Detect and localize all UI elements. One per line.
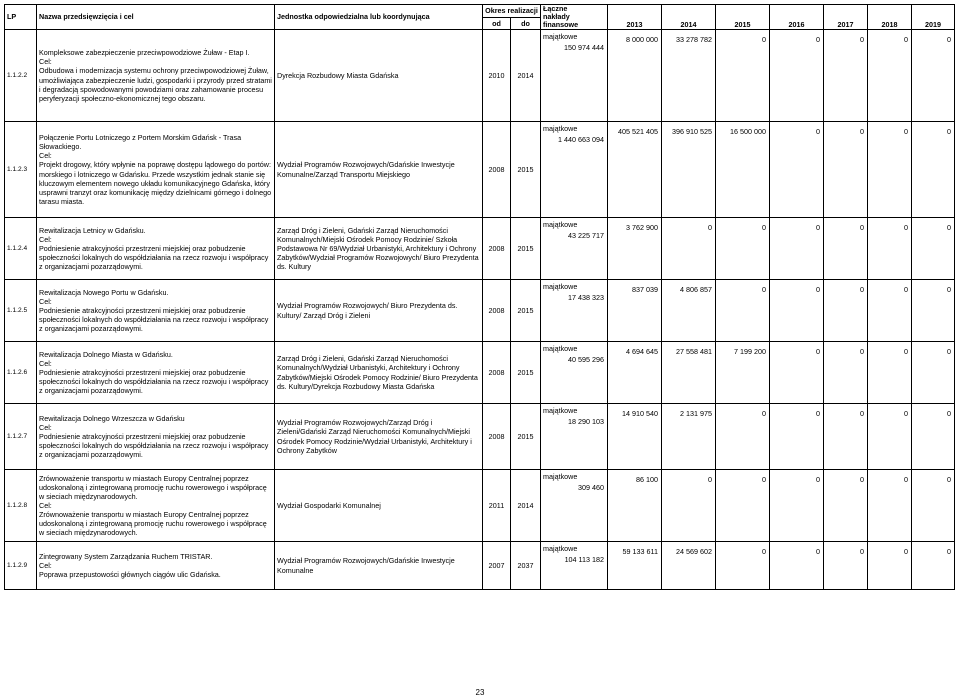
row-name — [37, 470, 275, 542]
row-goal-label: Cel: — [39, 422, 52, 432]
row-goal-text: Podniesienie atrakcyjności przestrzeni miejskiej oraz pobudzenie społeczności lokalnych do współdziałania na rzecz rozwoju i współpracy z organizacjami pozarządowymi. — [39, 367, 269, 396]
row-to: 2014 — [511, 470, 541, 542]
row-year-2019: 0 — [912, 280, 955, 342]
investment-table — [4, 4, 955, 590]
row-to: 2015 — [511, 218, 541, 280]
row-lp: 1.1.2.2 — [5, 30, 37, 122]
row-total: 1 440 663 094 — [558, 135, 604, 145]
row-year-2015: 0 — [716, 30, 770, 122]
row-fin-label: majątkowe — [543, 406, 578, 415]
row-lp: 1.1.2.4 — [5, 218, 37, 280]
row-lp: 1.1.2.3 — [5, 122, 37, 218]
row-title: Rewitalizacja Letnicy w Gdańsku. — [39, 225, 146, 235]
header-period: Okres realizacji — [483, 5, 541, 18]
row-unit: Dyrekcja Rozbudowy Miasta Gdańska — [275, 30, 483, 122]
row-to: 2015 — [511, 122, 541, 218]
header-lp: LP — [5, 5, 37, 30]
row-goal-label: Cel: — [39, 151, 52, 161]
row-from: 2008 — [483, 122, 511, 218]
row-goal-text: Zrównoważenie transportu w miastach Europy Centralnej poprzez udoskonaloną i zintegrowaną promocję ruchu rowerowego i współpracę w sieciach międzynarodowych. — [39, 510, 267, 538]
row-goal-label: Cel: — [39, 57, 52, 67]
row-unit: Wydział Programów Rozwojowych/ Biuro Prezydenta ds. Kultury/ Zarząd Dróg i Zieleni — [275, 280, 483, 342]
row-name — [37, 280, 275, 342]
row-year-2017: 0 — [824, 280, 868, 342]
header-year-2013: 2013 — [608, 5, 662, 30]
row-lp: 1.1.2.8 — [5, 470, 37, 542]
row-total: 18 290 103 — [568, 417, 604, 427]
row-goal-text: Odbudowa i modernizacja systemu ochrony przeciwpowodziowej Żuław, umożliwiająca zabezpieczenie ludzi, gospodarki i przyrody przed stratami i degradacją spowodowanymi powodziami oraz zahamowanie procesu peryferyzacji społeczno-ekonomicznej tego obszaru. — [39, 66, 272, 103]
row-to: 2037 — [511, 542, 541, 590]
row-year-2016: 0 — [770, 122, 824, 218]
row-goal-label: Cel: — [39, 296, 52, 306]
row-goal-text: Poprawa przepustowości głównych ciągów ulic Gdańska. — [39, 570, 221, 580]
row-year-2019: 0 — [912, 122, 955, 218]
row-title: Rewitalizacja Nowego Portu w Gdańsku. — [39, 287, 169, 297]
row-goal-text: Projekt drogowy, który wpłynie na poprawę dostępu lądowego do portów: morskiego i lotniczego w Gdańsku. Przede wszystkim jednak stanie się kluczowym elementem nowego układu komunikacyjnego Gdańska, który usprawni tranzyt oraz komunikację między dzielnicami górnego i dolnego tarasu miasta. — [39, 160, 272, 206]
row-year-2018: 0 — [868, 470, 912, 542]
table-row — [5, 542, 955, 590]
row-year-2019: 0 — [912, 542, 955, 590]
row-year-2014: 4 806 857 — [662, 280, 716, 342]
row-total: 150 974 444 — [564, 43, 604, 53]
table-row — [5, 404, 955, 470]
row-year-2015: 16 500 000 — [716, 122, 770, 218]
row-year-2019: 0 — [912, 342, 955, 404]
row-fin-label: majątkowe — [543, 282, 578, 291]
row-title: Zrównoważenie transportu w miastach Europy Centralnej poprzez udoskonaloną i zintegrowaną promocję ruchu rowerowego i współpracę w sieciach międzynarodowych. — [39, 473, 267, 501]
header-year-2016: 2016 — [770, 5, 824, 30]
row-from: 2011 — [483, 470, 511, 542]
row-year-2019: 0 — [912, 218, 955, 280]
row-year-2019: 0 — [912, 470, 955, 542]
row-from: 2008 — [483, 218, 511, 280]
row-fin-label: majątkowe — [543, 544, 578, 553]
row-year-2013: 3 762 900 — [608, 218, 662, 280]
row-costs — [541, 280, 608, 342]
row-year-2016: 0 — [770, 470, 824, 542]
row-year-2013: 837 039 — [608, 280, 662, 342]
row-goal-label: Cel: — [39, 358, 52, 368]
row-goal-label: Cel: — [39, 234, 52, 244]
row-lp: 1.1.2.7 — [5, 404, 37, 470]
row-name — [37, 30, 275, 122]
row-year-2015: 0 — [716, 470, 770, 542]
row-year-2017: 0 — [824, 30, 868, 122]
row-year-2016: 0 — [770, 542, 824, 590]
row-year-2018: 0 — [868, 122, 912, 218]
row-year-2019: 0 — [912, 30, 955, 122]
row-lp: 1.1.2.5 — [5, 280, 37, 342]
row-to: 2015 — [511, 342, 541, 404]
row-unit: Wydział Programów Rozwojowych/Gdańskie Inwestycje Komunalne — [275, 542, 483, 590]
row-fin-label: majątkowe — [543, 220, 578, 229]
row-year-2016: 0 — [770, 30, 824, 122]
header-to: do — [511, 17, 541, 30]
row-title: Połączenie Portu Lotniczego z Portem Morskim Gdańsk - Trasa Słowackiego. — [39, 133, 242, 152]
row-title: Zintegrowany System Zarządzania Ruchem TRISTAR. — [39, 551, 213, 561]
row-costs — [541, 542, 608, 590]
row-fin-label: majątkowe — [543, 124, 578, 133]
row-year-2013: 405 521 405 — [608, 122, 662, 218]
row-unit: Wydział Programów Rozwojowych/Gdańskie Inwestycje Komunalne/Zarząd Transportu Miejskiego — [275, 122, 483, 218]
row-year-2017: 0 — [824, 218, 868, 280]
row-year-2013: 8 000 000 — [608, 30, 662, 122]
row-lp: 1.1.2.9 — [5, 542, 37, 590]
row-year-2018: 0 — [868, 404, 912, 470]
row-from: 2008 — [483, 404, 511, 470]
row-title: Kompleksowe zabezpieczenie przeciwpowodziowe Żuław - Etap I. — [39, 48, 250, 58]
row-goal-label: Cel: — [39, 560, 52, 570]
row-year-2016: 0 — [770, 280, 824, 342]
row-unit: Wydział Gospodarki Komunalnej — [275, 470, 483, 542]
row-title: Rewitalizacja Dolnego Wrzeszcza w Gdańsku — [39, 413, 185, 423]
row-year-2014: 27 558 481 — [662, 342, 716, 404]
row-year-2017: 0 — [824, 342, 868, 404]
row-costs — [541, 470, 608, 542]
header-costs-line3: finansowe — [543, 20, 579, 29]
row-total: 104 113 182 — [564, 555, 604, 565]
row-year-2017: 0 — [824, 470, 868, 542]
page-number: 23 — [475, 688, 485, 697]
row-costs — [541, 218, 608, 280]
row-costs — [541, 342, 608, 404]
row-costs — [541, 30, 608, 122]
row-goal-text: Podniesienie atrakcyjności przestrzeni miejskiej oraz pobudzenie społeczności lokalnych do współdziałania na rzecz rozwoju i współpracy z organizacjami pozarządowymi. — [39, 243, 269, 272]
row-year-2018: 0 — [868, 218, 912, 280]
row-year-2014: 0 — [662, 218, 716, 280]
row-unit: Wydział Programów Rozwojowych/Zarząd Dróg i Zieleni/Gdański Zarząd Nieruchomości Komunalnych/Miejski Ośrodek Pomocy Rodzinie/Wydział Urbanistyki, Architektury i Ochrony Zabytków — [275, 404, 483, 470]
row-title: Rewitalizacja Dolnego Miasta w Gdańsku. — [39, 349, 173, 359]
row-name — [37, 218, 275, 280]
header-unit: Jednostka odpowiedzialna lub koordynująca — [275, 5, 483, 30]
table-row — [5, 342, 955, 404]
row-year-2016: 0 — [770, 342, 824, 404]
row-costs — [541, 122, 608, 218]
row-goal-text: Podniesienie atrakcyjności przestrzeni miejskiej oraz pobudzenie społeczności lokalnych do współdziałania na rzecz rozwoju i współpracy z organizacjami pozarządowymi. — [39, 431, 269, 460]
row-lp: 1.1.2.6 — [5, 342, 37, 404]
row-year-2018: 0 — [868, 280, 912, 342]
row-name — [37, 342, 275, 404]
row-year-2015: 0 — [716, 280, 770, 342]
row-unit: Zarząd Dróg i Zieleni, Gdański Zarząd Nieruchomości Komunalnych/Wydział Urbanistyki, Architektury i Ochrony Zabytków/Miejski Ośrodek Pomocy Rodzinie/ Biuro Prezydenta ds. Kultury/Dyrekcja Rozbudowy Miasta Gdańska — [275, 342, 483, 404]
row-year-2015: 0 — [716, 218, 770, 280]
row-from: 2007 — [483, 542, 511, 590]
table-row — [5, 470, 955, 542]
table-row — [5, 122, 955, 218]
header-year-2018: 2018 — [868, 5, 912, 30]
row-goal-text: Podniesienie atrakcyjności przestrzeni miejskiej oraz pobudzenie społeczności lokalnych do współdziałania na rzecz rozwoju i współpracy z organizacjami pozarządowymi. — [39, 305, 269, 334]
row-name — [37, 404, 275, 470]
row-year-2014: 396 910 525 — [662, 122, 716, 218]
row-total: 43 225 717 — [568, 231, 604, 241]
row-year-2019: 0 — [912, 404, 955, 470]
row-year-2018: 0 — [868, 542, 912, 590]
row-name — [37, 122, 275, 218]
table-row — [5, 30, 955, 122]
row-total: 309 460 — [578, 483, 604, 493]
header-year-2015: 2015 — [716, 5, 770, 30]
row-year-2014: 33 278 782 — [662, 30, 716, 122]
header-name: Nazwa przedsięwzięcia i cel — [37, 5, 275, 30]
header-from: od — [483, 17, 511, 30]
row-unit: Zarząd Dróg i Zieleni, Gdański Zarząd Nieruchomości Komunalnych/Miejski Ośrodek Pomocy Rodzinie/ Szkoła Podstawowa Nr 69/Wydział Urbanistyki, Architektury i Ochrony Zabytków/Wydział Programów Rozwojowych/ Biuro Prezydenta ds. Kultury — [275, 218, 483, 280]
row-name — [37, 542, 275, 590]
header-year-2014: 2014 — [662, 5, 716, 30]
row-year-2017: 0 — [824, 122, 868, 218]
row-fin-label: majątkowe — [543, 344, 578, 353]
row-year-2014: 0 — [662, 470, 716, 542]
table-row — [5, 280, 955, 342]
row-year-2017: 0 — [824, 404, 868, 470]
row-year-2017: 0 — [824, 542, 868, 590]
row-year-2013: 4 694 645 — [608, 342, 662, 404]
row-goal-label: Cel: — [39, 500, 52, 510]
row-year-2014: 24 569 602 — [662, 542, 716, 590]
row-year-2014: 2 131 975 — [662, 404, 716, 470]
row-from: 2008 — [483, 280, 511, 342]
row-from: 2010 — [483, 30, 511, 122]
row-fin-label: majątkowe — [543, 32, 578, 41]
row-total: 17 438 323 — [568, 293, 604, 303]
header-year-2017: 2017 — [824, 5, 868, 30]
row-year-2015: 0 — [716, 542, 770, 590]
row-year-2018: 0 — [868, 30, 912, 122]
row-year-2016: 0 — [770, 404, 824, 470]
row-year-2016: 0 — [770, 218, 824, 280]
row-year-2015: 7 199 200 — [716, 342, 770, 404]
header-costs-line1: Łączne — [543, 4, 568, 13]
row-year-2018: 0 — [868, 342, 912, 404]
row-year-2013: 59 133 611 — [608, 542, 662, 590]
row-fin-label: majątkowe — [543, 472, 578, 481]
row-year-2013: 86 100 — [608, 470, 662, 542]
row-to: 2014 — [511, 30, 541, 122]
row-year-2013: 14 910 540 — [608, 404, 662, 470]
row-to: 2015 — [511, 404, 541, 470]
header-costs-line2: nakłady — [543, 12, 570, 21]
row-from: 2008 — [483, 342, 511, 404]
row-to: 2015 — [511, 280, 541, 342]
table-row — [5, 218, 955, 280]
row-total: 40 595 296 — [568, 355, 604, 365]
row-year-2015: 0 — [716, 404, 770, 470]
header-year-2019: 2019 — [912, 5, 955, 30]
row-costs — [541, 404, 608, 470]
header-costs — [541, 5, 608, 30]
